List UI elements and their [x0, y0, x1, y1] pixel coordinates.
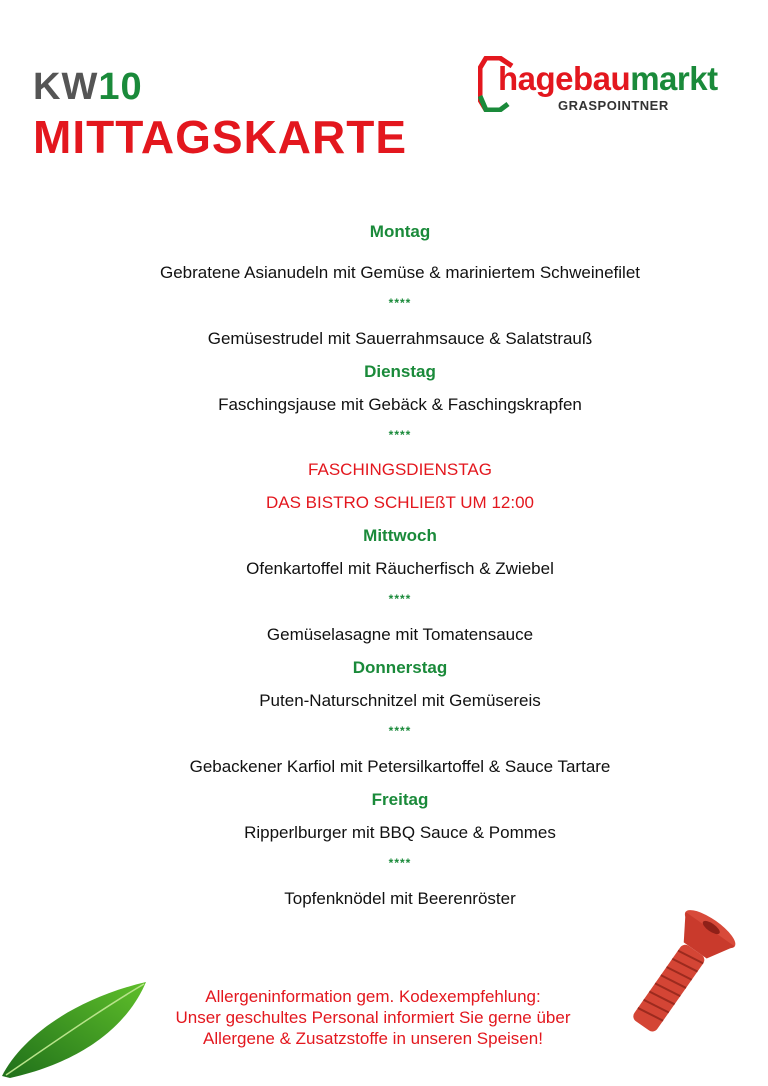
dish-item: Gemüselasagne mit Tomatensauce [266, 625, 534, 644]
dish-item: Puten-Naturschnitzel mit Gemüsereis [259, 691, 541, 710]
day-heading: Dienstag [364, 362, 436, 381]
day-heading: Mittwoch [363, 526, 437, 545]
logo-wordmark [498, 60, 718, 98]
dish-item: Gebratene Asianudeln mit Gemüse & mariniertem Schweinefilet [159, 263, 640, 282]
screw-icon [608, 905, 748, 1045]
notice-text: FASCHINGSDIENSTAG [308, 460, 492, 479]
separator-stars: **** [388, 592, 412, 606]
allergy-line-1: Allergeninformation gem. Kodexempfehlung: [205, 987, 541, 1006]
separator-stars: **** [388, 296, 412, 310]
logo-markt: markt [630, 60, 718, 97]
dish-item: Topfenknödel mit Beerenröster [284, 889, 516, 908]
separator-stars: **** [388, 724, 412, 738]
notice-text: DAS BISTRO SCHLIEßT UM 12:00 [266, 493, 534, 512]
dish-item: Gemüsestrudel mit Sauerrahmsauce & Salatstrauß [207, 329, 593, 348]
logo-subtitle: GRASPOINTNER [558, 98, 669, 113]
dish-item: Ripperlburger mit BBQ Sauce & Pommes [244, 823, 556, 842]
dish-item: Gebackener Karfiol mit Petersilkartoffel & Sauce Tartare [189, 757, 611, 776]
week-label [33, 66, 143, 109]
page-title: MITTAGSKARTE [33, 111, 408, 163]
leaf-icon [0, 980, 150, 1080]
separator-stars: **** [388, 428, 412, 442]
hagebaumarkt-logo[interactable] [478, 56, 740, 116]
week-prefix: KW [33, 66, 99, 108]
day-heading: Freitag [371, 790, 429, 809]
day-heading: Montag [369, 222, 431, 241]
allergy-line-3: Allergene & Zusatzstoffe in unseren Speisen! [203, 1029, 543, 1048]
dish-item: Faschingsjause mit Gebäck & Faschingskrapfen [218, 395, 582, 414]
separator-stars: **** [388, 856, 412, 870]
allergy-line-2: Unser geschultes Personal informiert Sie gerne über [175, 1008, 571, 1027]
day-heading: Donnerstag [352, 658, 448, 677]
week-number: 10 [98, 66, 143, 108]
dish-item: Ofenkartoffel mit Räucherfisch & Zwiebel [246, 559, 554, 578]
logo-hagebau: hagebau [498, 60, 631, 97]
